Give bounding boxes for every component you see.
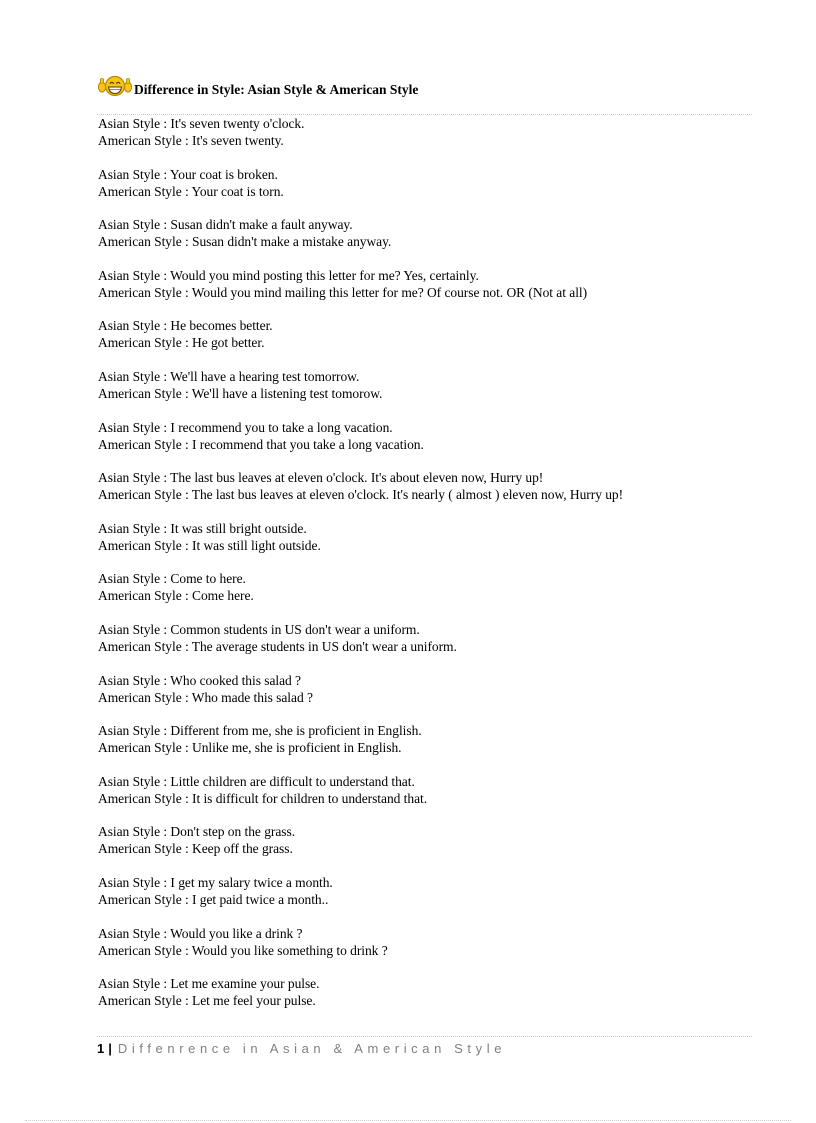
style-pair bbox=[98, 317, 748, 368]
american-style-line: American Style : The last bus leaves at eleven o'clock. It's nearly ( almost ) eleven now, Hurry up! bbox=[98, 487, 624, 503]
american-style-line: American Style : The average students in US don't wear a uniform. bbox=[98, 638, 457, 654]
cheering-smiley-icon bbox=[97, 74, 133, 98]
american-style-line: American Style : Come here. bbox=[98, 588, 254, 604]
asian-style-line: Asian Style : Let me examine your pulse. bbox=[98, 976, 320, 992]
style-pair bbox=[98, 823, 748, 874]
footer-separator: | bbox=[108, 1041, 112, 1056]
style-pair bbox=[98, 925, 748, 976]
asian-style-line: Asian Style : It was still bright outside. bbox=[98, 520, 307, 536]
asian-style-line: Asian Style : He becomes better. bbox=[98, 318, 273, 334]
style-pair bbox=[98, 469, 748, 520]
style-pair bbox=[98, 115, 748, 166]
american-style-line: American Style : Let me feel your pulse. bbox=[98, 993, 316, 1009]
american-style-line: American Style : He got better. bbox=[98, 335, 265, 351]
asian-style-line: Asian Style : Different from me, she is proficient in English. bbox=[98, 723, 422, 739]
american-style-line: American Style : Would you mind mailing this letter for me? Of course not. OR (Not at all) bbox=[98, 284, 588, 300]
page-footer bbox=[97, 1036, 752, 1056]
asian-style-line: Asian Style : Little children are difficult to understand that. bbox=[98, 773, 415, 789]
document-title: Difference in Style: Asian Style & American Style bbox=[134, 82, 419, 97]
style-pair bbox=[98, 216, 748, 267]
asian-style-line: Asian Style : Susan didn't make a fault anyway. bbox=[98, 217, 353, 233]
style-pair bbox=[98, 672, 748, 723]
asian-style-line: Asian Style : Would you mind posting this letter for me? Yes, certainly. bbox=[98, 267, 479, 283]
style-pair bbox=[98, 166, 748, 217]
asian-style-line: Asian Style : Come to here. bbox=[98, 571, 246, 587]
asian-style-line: Asian Style : Common students in US don't wear a uniform. bbox=[98, 621, 420, 637]
document-header bbox=[97, 74, 752, 115]
american-style-line: American Style : Would you like something to drink ? bbox=[98, 942, 388, 958]
american-style-line: American Style : Unlike me, she is proficient in English. bbox=[98, 740, 402, 756]
american-style-line: American Style : I get paid twice a month.. bbox=[98, 891, 329, 907]
american-style-line: American Style : We'll have a listening test tomorow. bbox=[98, 385, 383, 401]
style-pair bbox=[98, 975, 748, 1026]
american-style-line: American Style : It is difficult for children to understand that. bbox=[98, 790, 428, 806]
american-style-line: American Style : Your coat is torn. bbox=[98, 183, 284, 199]
asian-style-line: Asian Style : The last bus leaves at eleven o'clock. It's about eleven now, Hurry up! bbox=[98, 470, 544, 486]
style-pair bbox=[98, 520, 748, 571]
american-style-line: American Style : I recommend that you take a long vacation. bbox=[98, 436, 424, 452]
american-style-line: American Style : Susan didn't make a mistake anyway. bbox=[98, 234, 392, 250]
style-pair bbox=[98, 874, 748, 925]
american-style-line: American Style : It was still light outside. bbox=[98, 537, 321, 553]
asian-style-line: Asian Style : Don't step on the grass. bbox=[98, 824, 296, 840]
style-pair bbox=[98, 419, 748, 470]
american-style-line: American Style : Who made this salad ? bbox=[98, 689, 313, 705]
style-pair bbox=[98, 621, 748, 672]
asian-style-line: Asian Style : We'll have a hearing test tomorrow. bbox=[98, 368, 360, 384]
asian-style-line: Asian Style : I get my salary twice a month. bbox=[98, 874, 333, 890]
style-pair bbox=[98, 570, 748, 621]
american-style-line: American Style : Keep off the grass. bbox=[98, 841, 293, 857]
asian-style-line: Asian Style : Your coat is broken. bbox=[98, 166, 278, 182]
american-style-line: American Style : It's seven twenty. bbox=[98, 133, 284, 148]
style-pair bbox=[98, 368, 748, 419]
asian-style-line: Asian Style : I recommend you to take a long vacation. bbox=[98, 419, 393, 435]
asian-style-line: Asian Style : Who cooked this salad ? bbox=[98, 672, 301, 688]
footer-text: Diffenrence in Asian & American Style bbox=[117, 1041, 507, 1056]
style-comparison-list bbox=[98, 115, 748, 1026]
asian-style-line: Asian Style : It's seven twenty o'clock. bbox=[98, 116, 305, 131]
style-pair bbox=[98, 722, 748, 773]
page-number: 1 bbox=[97, 1041, 105, 1056]
page-bottom-divider bbox=[25, 1120, 791, 1121]
style-pair bbox=[98, 267, 748, 318]
asian-style-line: Asian Style : Would you like a drink ? bbox=[98, 925, 303, 941]
style-pair bbox=[98, 773, 748, 824]
